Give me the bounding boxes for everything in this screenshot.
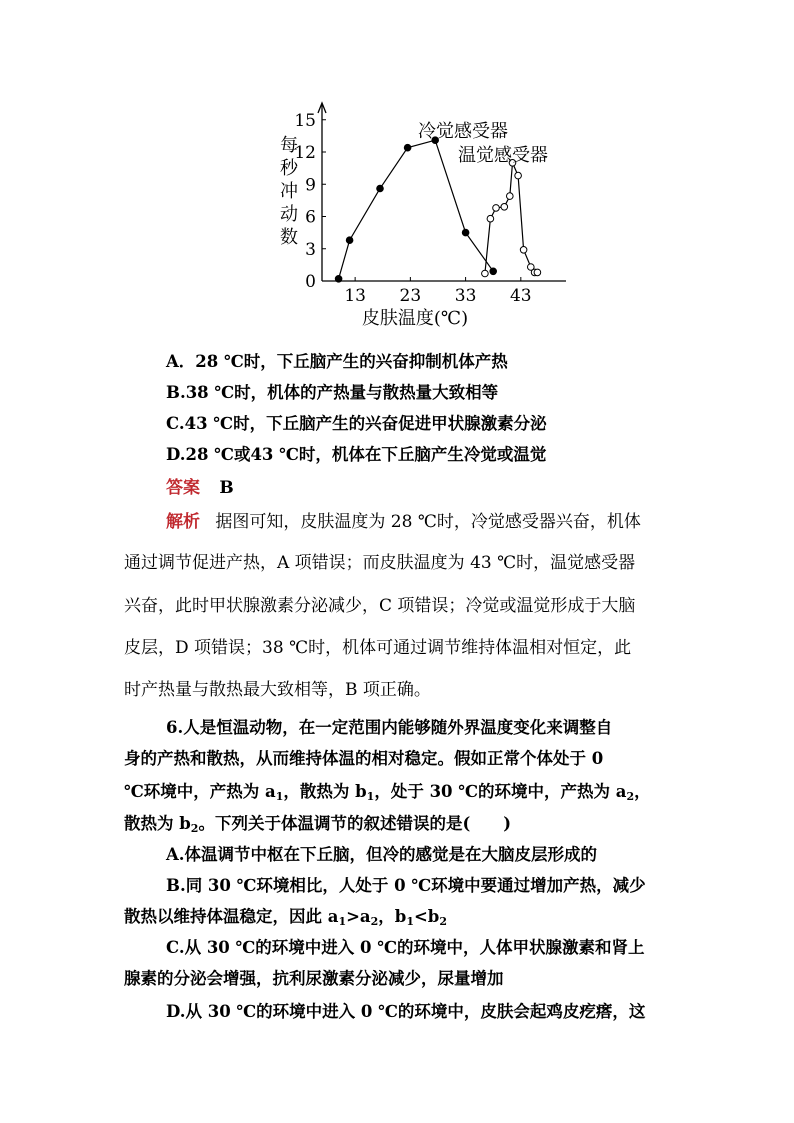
data-point bbox=[515, 172, 522, 179]
subscript: 2 bbox=[370, 915, 379, 928]
answer-row bbox=[166, 476, 234, 500]
data-point bbox=[490, 268, 497, 275]
q6-text: 。下列关于体温调节的叙述错误的是( ) bbox=[198, 814, 512, 833]
q6-text: ，处于 30 ℃的环境中，产热为 a bbox=[374, 782, 627, 801]
temperature-impulse-chart bbox=[270, 95, 570, 335]
data-point bbox=[335, 276, 342, 283]
q6-text: 散热以维持体温稳定，因此 a bbox=[124, 907, 339, 926]
q6-option-b-line-1: B.同 30 ℃环境相比，人处于 0 ℃环境中要通过增加产热，减少 bbox=[166, 876, 646, 895]
q6-option-b-line-2 bbox=[124, 905, 447, 929]
y-tick-label: 15 bbox=[294, 110, 316, 131]
y-tick-label: 9 bbox=[305, 175, 316, 196]
explanation-text: 据图可知，皮肤温度为 28 ℃时，冷觉感受器兴奋，机体 bbox=[215, 512, 641, 532]
q6-text: <b bbox=[413, 907, 440, 926]
q6-option-d-line-1: D.从 30 ℃的环境中进入 0 ℃的环境中，皮肤会起鸡皮疙瘩，这 bbox=[166, 1002, 646, 1021]
q6-option-c-line-2: 腺素的分泌会增强，抗利尿激素分泌减少，尿量增加 bbox=[124, 969, 504, 988]
subscript: 2 bbox=[626, 790, 635, 803]
subscript: 1 bbox=[338, 915, 347, 928]
q6-line-4 bbox=[124, 812, 511, 836]
data-point bbox=[404, 144, 411, 151]
option-b: B.38 ℃时，机体的产热量与散热量大致相等 bbox=[166, 383, 499, 402]
y-axis-label bbox=[280, 135, 299, 248]
q6-line-2: 身的产热和散热，从而维持体温的相对稳定。假如正常个体处于 0 bbox=[124, 749, 604, 768]
data-point bbox=[493, 205, 500, 212]
explanation-line-5: 时产热量与散热最大致相等，B 项正确。 bbox=[124, 680, 431, 700]
data-point bbox=[482, 270, 489, 277]
option-a: A．28 ℃时，下丘脑产生的兴奋抑制机体产热 bbox=[166, 352, 508, 371]
chart-series bbox=[335, 121, 548, 282]
q6-text: ，散热为 b bbox=[283, 782, 367, 801]
q6-line-1: 6.人是恒温动物，在一定范围内能够随外界温度变化来调整自 bbox=[166, 718, 613, 737]
y-axis-label-char: 秒 bbox=[280, 158, 298, 179]
x-tick-label: 23 bbox=[399, 286, 422, 306]
q6-option-c-line-1: C.从 30 ℃的环境中进入 0 ℃的环境中，人体甲状腺激素和肾上 bbox=[166, 938, 645, 957]
q6-text: ， bbox=[634, 782, 651, 801]
option-c: C.43 ℃时，下丘脑产生的兴奋促进甲状腺激素分泌 bbox=[166, 414, 547, 433]
q6-text: 散热为 b bbox=[124, 814, 191, 833]
answer-value: B bbox=[219, 478, 234, 498]
q6-text: ，b bbox=[378, 907, 407, 926]
answer-label: 答案 bbox=[166, 478, 200, 498]
explanation-line-3: 兴奋，此时甲状腺激素分泌减少，C 项错误；冷觉或温觉形成于大脑 bbox=[124, 596, 636, 616]
x-tick-label: 13 bbox=[344, 286, 366, 306]
y-tick-label: 0 bbox=[305, 272, 316, 292]
data-point bbox=[534, 269, 541, 276]
x-axis-label: 皮肤温度(℃) bbox=[361, 308, 469, 329]
y-tick-label: 6 bbox=[305, 207, 316, 228]
x-tick-label: 33 bbox=[454, 286, 477, 306]
subscript: 1 bbox=[406, 915, 414, 928]
explanation-line-1 bbox=[166, 510, 641, 534]
subscript: 1 bbox=[275, 790, 284, 803]
q6-option-a: A.体温调节中枢在下丘脑，但冷的感觉是在大脑皮层形成的 bbox=[166, 845, 598, 864]
data-point bbox=[520, 247, 527, 254]
y-tick-label: 12 bbox=[294, 143, 316, 163]
explanation-line-2: 通过调节促进产热，A 项错误；而皮肤温度为 43 ℃时，温觉感受器 bbox=[124, 553, 636, 573]
option-d: D.28 ℃或43 ℃时，机体在下丘脑产生冷觉或温觉 bbox=[166, 445, 547, 464]
series-label-warm: 温觉感受器 bbox=[458, 145, 548, 166]
y-axis-label-char: 每 bbox=[280, 135, 298, 156]
y-axis-label-char: 动 bbox=[280, 204, 298, 225]
explanation-label: 解析 bbox=[166, 512, 200, 532]
data-point bbox=[377, 185, 384, 192]
data-point bbox=[501, 204, 508, 211]
y-axis-label-char: 数 bbox=[280, 227, 298, 248]
subscript: 1 bbox=[366, 790, 375, 803]
subscript: 2 bbox=[439, 915, 448, 928]
data-point bbox=[487, 215, 494, 222]
q6-line-3 bbox=[124, 780, 651, 804]
y-tick-label: 3 bbox=[305, 239, 316, 260]
q6-text: >a bbox=[346, 907, 371, 926]
q6-text: ℃环境中，产热为 a bbox=[124, 782, 276, 801]
explanation-line-4: 皮层，D 项错误；38 ℃时，机体可通过调节维持体温相对恒定，此 bbox=[124, 638, 632, 658]
x-tick-label: 43 bbox=[509, 286, 532, 306]
data-point bbox=[507, 193, 514, 200]
subscript: 2 bbox=[190, 822, 199, 835]
series-label-cold: 冷觉感受器 bbox=[418, 121, 508, 142]
y-axis-label-char: 冲 bbox=[280, 181, 298, 202]
data-point bbox=[462, 229, 469, 236]
data-point bbox=[346, 237, 353, 244]
